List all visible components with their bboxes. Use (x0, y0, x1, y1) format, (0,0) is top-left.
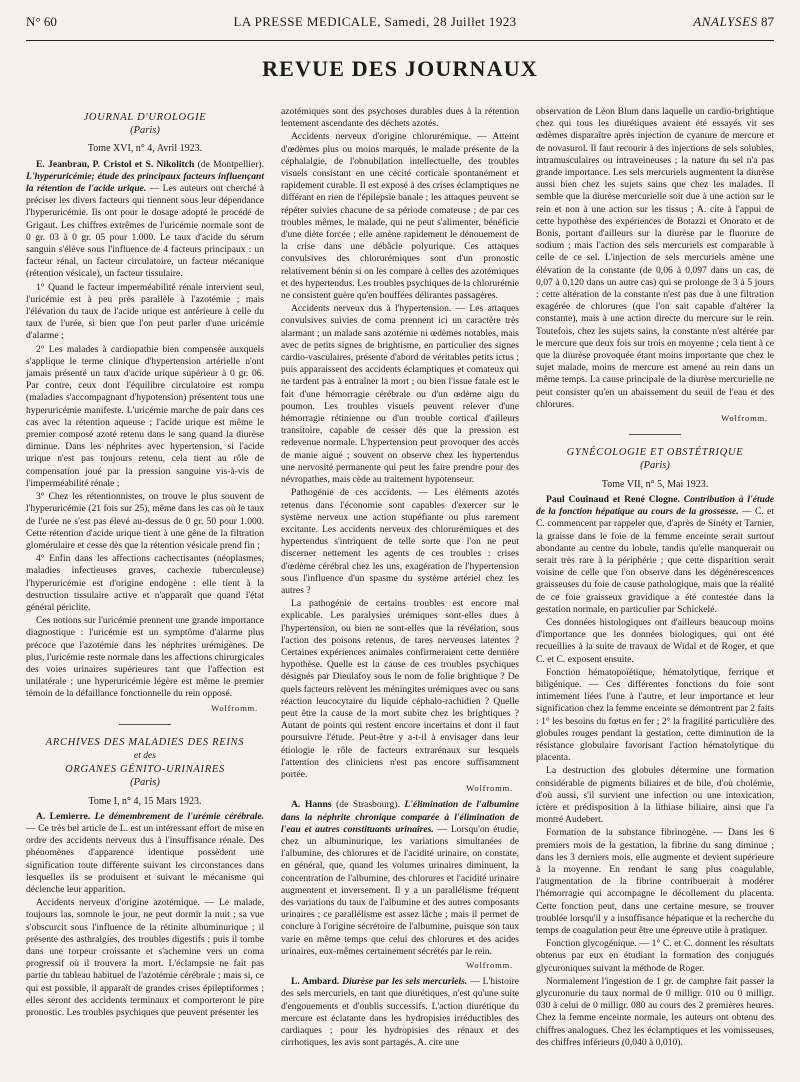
article-paragraph: observation de Léon Blum dans laquelle un cardio-brightique chez qui tous les diurétiques avaient été essayés vit ses œdèmes disparaître après injection de cyanure de mercure et de novasurol. Il faut recourir à des injections de sels solubles, intramusculaires ou intraveineuses ; la nature du sel n'a pas grande importance. Les sels mercuriels augmentent la diurèse aussi bien chez les sujets sains que chez les malades. Il semble que la diurèse mercurielle soit due à une action sur le rein et non à une action sur les tissus ; A. cite à l'appui de cette hypothèse des expériences de Botazzi et Onorato et de Bonis, portant d'ailleurs sur la diurèse par le fluorure de sodium ; mais l'action des sels mercuriels est comparable à celle de ce sel. L'injection de sels mercuriels amène une élévation de la constante (de 0,06 à 0,097 dans un cas, de 0,07 à 0,120 dans un autre cas) qui se prolonge de 3 à 5 jours : cette altération de la constante n'est pas due à une filtration exagérée de chlorures (que l'on sait capable d'altérer la constante), mais à une action directe du mercure sur le rein. Toutefois, chez les sujets sains, la constante n'est altérée par le mercure que deux fois sur trois en moyenne ; cela tient à ce que la diurèse provoquée étant moins importante que chez le sujet malade, moins de mercure est amené au rein dans un même temps. La cause principale de la diurèse mercurielle ne peut consister qu'en un abaissement du seuil de l'eau et des chlorures. (536, 106, 774, 410)
article-paragraph: Accidents nerveux dus à l'hypertension. — Les attaques convulsives suivies de coma prennent ici un caractère très alarmant ; un malade sans azotémie ni œdèmes notables, mais avec de petits signes de brightisme, en particulier des signes cardio-vasculaires, présente d'abord de véritables petits ictus ; puis apparaissent des accidents éclamptiques et comateux qui ne tardent pas à entraîner la mort ; ou bien l'issue fatale est le fait d'une hémorragie cérébrale ou d'un œdème aigu du poumon. Les troubles visuels peuvent relever d'une hémorragie rétinienne ou d'un trouble cortical d'ailleurs transitoire, capable de cesser dès que la pression est redevenue normale. L'hypertension peut provoquer des accès de manie aiguë ; souvent on observe chez les hypertendus une nervosité permanente qui peut les faire prendre pour des névropathes, mais cède au traitement hypotenseur. (281, 303, 519, 486)
journal-city: (Paris) (130, 125, 160, 137)
article-text: — Ce très bel article de L. est un intéressant effort de mise en ordre des accidents nerveux dus à l'insuffisance rénale. Des phénomènes d'apparence identique possèdent une signification toute différente suivant les circonstances dans lesquelles ils se produisent et suivant le mécanisme qui déclenche leur apparition. (26, 822, 264, 895)
article-authors: A. Hanns (291, 799, 332, 811)
article-paragraph: azotémiques sont des psychoses durables dues à la rétention lentement ascendante des déchets azotés. (281, 106, 519, 130)
article-paragraph: Normalement l'ingestion de 1 gr. de camphre fait passer la glycuronurie du taux normal de 0 milligr. 010 ou 0 milligr. 030 à celui de 0 milligr. 080 au cours des 2 premières heures. Chez la femme enceinte normale, les auteurs ont obtenu des chiffres analogues. Chez les éclamptiques et les vomisseuses, des chiffres inférieurs (0,040 à 0,010). (536, 975, 774, 1048)
article-paragraph: 1° Quand le facteur imperméabilité rénale intervient seul, l'uricémie est à peu près parallèle à l'azotémie ; mais l'élévation du taux de l'acide urique est antérieure à celle du taux de l'urée, si bien que l'on peut parler d'une uricémie d'alarme ; (26, 281, 264, 342)
journal-name-cont: ORGANES GÉNITO-URINAIRES (65, 764, 225, 776)
article-authors: L. Ambard. (291, 976, 340, 988)
article-text: — C. et C. commencent par rappeler que, d'après de Sinéty et Tarnier, la graisse dans le foie de la femme enceinte serait surtout abondante au centre du lobule, tandis qu'elle manquerait ou serait très rare à la périphérie ; que cette disparition serait voisine de celle que l'on observe dans les dégénérescences graisseuses du foie de cause pathologique, mais que la réalité de ce foie graisseux gravidique a été contestée dans la gestation normale, en particulier par Schickelé. (536, 506, 774, 615)
journal-issue: Tome VII, n° 5, Mai 1923. (601, 478, 709, 490)
journal-city: (Paris) (130, 777, 160, 789)
article-paragraph: 4° Enfin dans les affections cachectisantes (néoplasmes, maladies infectieuses graves, cachexie tuberculeuse) l'hyperuricémie est d'origine endogène : elle tient à la destruction tissulaire active et n'apparaît que quand l'état général périclite. (26, 553, 264, 613)
article-paragraph: Fonction glycogénique. — 1° C. et C. donnent les résultats obtenus par eux en étudiant la formation des conjugués glycuroniques suivant la méthode de Roger. (536, 938, 774, 974)
article-authors: A. Lemierre. (36, 810, 91, 822)
section-label: ANALYSES (693, 14, 758, 29)
column-1 (26, 106, 264, 1020)
journal-name: GYNÉCOLOGIE ET OBSTÉTRIQUE (566, 447, 744, 459)
reviewer-signature: Wolfromm. (721, 413, 768, 424)
article-title: Le démembrement de l'urémie cérébrale. (94, 810, 264, 822)
column-2 (281, 106, 519, 1050)
section-divider (629, 434, 681, 435)
journal-issue: Tome XVI, n° 4, Avril 1923. (87, 143, 203, 155)
article-text: — Les auteurs ont cherché à préciser les divers facteurs qui tiennent sous leur dépendance l'hyperuricémie. Ils ont pour le dosage adopté le procédé de Grigaut. Les chiffres extrêmes de l'uricémie normale sont de 0 gr. 03 à 0 gr. 05 pour 1.000. Le taux d'acide du sérum sanguin s'élève sous l'influence de 4 facteurs principaux : un facteur rénal, un facteur circulatoire, un facteur mécanique (rétention vésicale), un facteur tissulaire. (26, 183, 264, 280)
journal-name: ARCHIVES DES MALADIES DES REINS (45, 736, 245, 748)
reviewer-signature: Wolfromm. (466, 960, 513, 971)
running-header (26, 14, 774, 40)
section-divider (119, 724, 171, 725)
article-paragraph: La destruction des globules détermine une formation considérable de pigments biliaires et de bile, d'où cholémie, d'où aussi, s'il survient une infection ou une intoxication, ictère et prédisposition à la lithiase biliaire, ainsi que l'a montré Audebert. (536, 765, 774, 826)
reviewer-signature: Wolfromm. (211, 702, 258, 713)
article-title: Contribution à l'étude de la fonction hépatique au cours de la grossesse. (536, 493, 774, 518)
page-title: REVUE DES JOURNAUX (262, 56, 538, 81)
article-paragraph: 2° Les malades à cardiopathie bien compensée auxquels s'applique le terme clinique d'hypertension artérielle n'ont jamais présenté un taux d'acide urique supérieur à 0 gr. 06. Par contre, ceux dont l'équilibre circulatoire est rompu (maladies s'accompagnant d'hypotension) présentent tous une hyperuricémie manifeste. L'uricémie marche de pair dans ces cas avec la rétention aqueuse ; l'acide urique est même le premier composé azoté retenu dans le sang quand la diurèse diminue. Dans les néphrites avec hypertension, si l'acide urique n'est pas toujours retenu, cela tient au rôle de compensation joué par la pression sanguine vis-à-vis de l'imperméabilité rénale ; (26, 343, 264, 489)
column-3 (536, 106, 774, 1050)
article-authors: E. Jeanbrau, P. Cristol et S. Nikolitch (36, 158, 195, 170)
issue-number: N° 60 (26, 14, 57, 29)
page-number: 87 (760, 14, 774, 29)
section-and-page (693, 14, 774, 30)
journal-name-joiner: et des (134, 750, 156, 761)
article-paragraph: Formation de la substance fibrinogène. — Dans les 6 premiers mois de la gestation, la fibrine du sang diminue ; dans les 3 derniers mois, elle augmente et devient supérieure à la moyenne. En rendant le sang plus coagulable, l'augmentation de la fibrine contribuerait à modérer l'hémorragie qui accompagne le décollement du placenta. Cette fonction peut, dans une certaine mesure, se trouver troublée lorsqu'il y a insuffisance hépatique et la recherche du temps de coagulation peut être une épreuve utile à pratiquer. (536, 827, 774, 936)
article-paragraph (281, 799, 519, 958)
reviewer-signature: Wolfromm. (466, 783, 513, 794)
article-title: L'élimination de l'albumine dans la néphrite chronique comparée à l'élimination de l'eau et autres constituants urinaires. (281, 799, 520, 835)
journal-city: (Paris) (640, 460, 670, 472)
article-paragraph: La pathogénie de certains troubles est encore mal explicable. Les paralysies urémiques sont-elles dues à l'hypertension, ou bien ne sont-elles que la révélation, sous l'action des poisons retenus, de tares nerveuses latentes ? Certaines expériences animales confirmeraient cette dernière hypothèse. Quelle est la cause de ces troubles psychiques désignés par Dieulafoy sous le nom de folie brightique ? De quels facteurs relèvent les méningites urémiques avec ou sans réaction leucocytaire du liquide céphalo-rachidien ? Quelle peut être la cause de la mort subite chez les brightiques ? Autant de points qui restent encore incertains et dont il faut poursuivre l'étude. Peut-être y a-t-il à envisager dans leur étiologie le rôle de facteurs extrarénaux sur lesquels l'attention des cliniciens n'est pas encore suffisamment portée. (281, 598, 519, 780)
article-paragraph: Ces notions sur l'uricémie prennent une grande importance diagnostique : l'uricémie est un symptôme d'alarme plus précoce que l'azotémie dans les néphrites urémigènes. De plus, l'uricémie reste normale dans les affections chirurgicales des voies urinaires supérieures tant que l'affection est unilatérale ; une hyperuricémie légère est même le premier témoin de la défaillance fonctionnelle du rein opposé. (26, 615, 264, 700)
article-text: — L'histoire des sels mercuriels, en tant que diurétiques, n'est qu'une suite d'engouements et d'oublis successifs. L'action diurétique du mercure est éclatante dans les hydropisies irréductibles des cardiaques ; pour les hydropisies des rénaux et des cirrhotiques, les avis sont partagés. A. cite une (281, 976, 520, 1049)
article-paragraph: Accidents nerveux d'origine azotémique. — Le malade, toujours las, somnole le jour, ne peut dormir la nuit ; sa vue s'obscurcit sous l'influence de la rétinite albuminurique ; il présente des asthralgies, des troubles digestifs ; puis il tombe dans une torpeur croissante et s'achemine vers un coma progressif où il trouvera la mort. L'éclampsie ne fait pas partie du tableau habituel de l'azotémie cérébrale ; mais si, ce qui est possible, il apparaît de grandes crises épileptiformes ; elles seront des accidents terminaux et comporteront le pire pronostic. Les troubles psychiques que peuvent présenter les (26, 897, 264, 1019)
article-text: — Lorsqu'on étudie, chez un albuminurique, les variations simultanées de l'albumine, des chlorures et de l'acidité urinaire, on constate, en général, que, quand les volumes urinaires diminuent, la concentration de l'albumine, des chlorures et l'acidité urinaire augmentent et inversement. Il y a un parallélisme fréquent des variations du taux de l'albumine et des autres composants urinaires ; ce parallélisme est assez lâche ; mais il permet de conclure à l'origine sécrétoire de l'albumine, puisque son taux varie en même temps que celui des chlorures et des acides urinaires, eux-mêmes certainement sécrétés par le rein. (281, 823, 519, 957)
journal-date-line: LA PRESSE MEDICALE, Samedi, 28 Juillet 1923 (233, 14, 517, 29)
header-rule (26, 40, 774, 41)
article-title: Diurèse par les sels mercuriels. (342, 976, 468, 988)
article-paragraph: Fonction hématopoïétique, hématolytique, ferrique et biligénique. — Ces différentes fonctions du foie sont intimement liées l'une à l'autre, et leur importance et leur signification chez la femme enceinte se démontrent par 2 faits : 1° les besoins du fœtus en fer ; 2° la fragilité particulière des globules rouges pendant la gestation, cette diminution de la résistance globulaire favorisant l'action hématolytique du placenta. (536, 666, 774, 764)
article-title: L'hyperuricémie; étude des principaux facteurs influençant la rétention de l'acide urique. (26, 170, 264, 195)
journal-name: JOURNAL D'UROLOGIE (83, 112, 207, 123)
article-paragraph (536, 494, 774, 616)
article-paragraph: Accidents nerveux d'origine chlorurémique. — Atteint d'œdèmes plus ou moins marqués, le malade présente de la céphalalgie, de l'obnubilation intellectuelle, des troubles visuels consistant en une cécité corticale spontanément et rapidement curable. Il est exposé à des crises éclamptiques ne différant en rien de l'épilepsie banale ; les attaques peuvent se répéter suivies chacune de sa période comateuse ; de par ces troubles mêmes, le malade, qui ne peut s'alimenter, bénéficie d'une diète forcée ; elle amène rapidement le dénouement de la crise dans une débâcle polyurique. Ces attaques convulsives des chlorurémiques sont d'un pronostic relativement bénin si on les compare à celles des azotémiques et des hypertendus. Les troubles psychiques de la chlorurémie ne consistent guère qu'en bouffées délirantes passagères. (281, 131, 519, 302)
article-paragraph (26, 159, 264, 281)
article-authors: Paul Couinaud et René Clogne. (546, 493, 680, 505)
article-paragraph: Ces données histologiques ont d'ailleurs beaucoup moins d'importance que les données biologiques, qui ont été recueillies à la suite de travaux de Widal et de Roger, et que C. et C. exposent ensuite. (536, 616, 774, 665)
article-paragraph (281, 976, 519, 1049)
author-affiliation: (de Strasbourg). (336, 799, 400, 811)
journal-issue: Tome I, n° 4, 15 Mars 1923. (88, 795, 202, 807)
article-paragraph: Pathogénie de ces accidents. — Les éléments azotés retenus dans l'économie sont capables d'exercer sur le système nerveux une action stupéfiante ou plus rarement excitante. Les accidents nerveux des chlorurémiques et des hypertendus s'intriquent de telle sorte que l'on ne peut discerner nettement les agents de ces troubles : crises d'œdème cérébral chez les uns, exagération de l'hypertension sous l'influence d'un spasme du système artériel chez les autres ? (281, 487, 519, 596)
article-paragraph (26, 811, 264, 896)
author-affiliation: (de Montpellier). (197, 158, 264, 170)
article-paragraph: 3° Chez les rétentionnistes, on trouve le plus souvent de l'hyperuricémie (21 fois sur 25), même dans les cas où le taux de l'urée ne s'est pas élevé au-dessus de 0 gr. 50 pour 1.000. Cette rétention d'acide urique tient à une gêne de la filtration glomérulaire et cesse dès que la rétention vésicale prend fin ; (26, 491, 264, 551)
